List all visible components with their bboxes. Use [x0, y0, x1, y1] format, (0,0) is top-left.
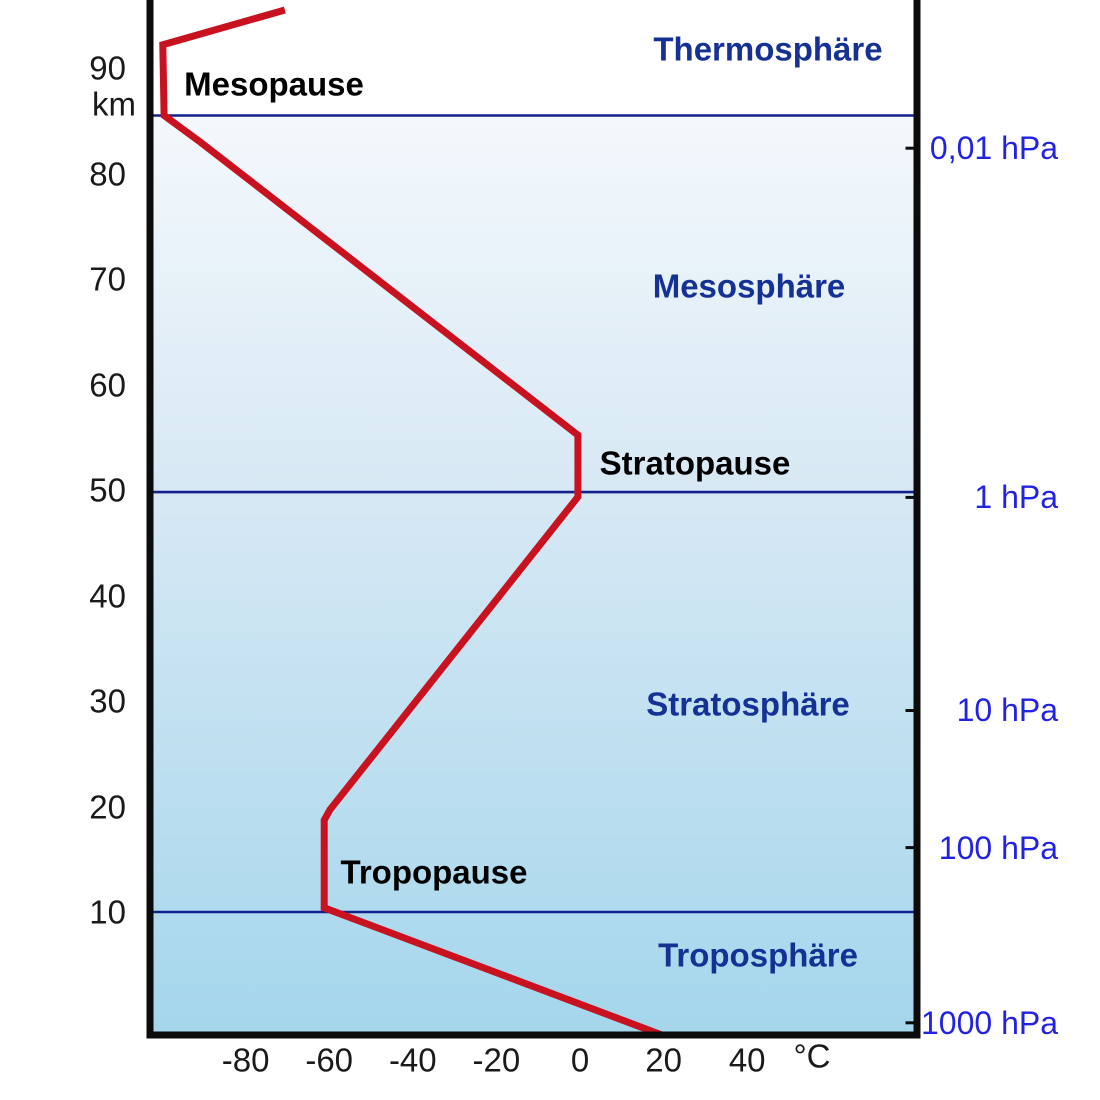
y-tick-label: 70 [89, 260, 126, 298]
pressure-label: 10 hPa [956, 692, 1058, 729]
layer-label-stratosphere: Stratosphäre [646, 685, 850, 723]
x-tick-label: -40 [388, 1041, 437, 1079]
x-tick-label: -60 [305, 1041, 354, 1079]
y-tick-label: 50 [89, 471, 126, 509]
pressure-label: 1000 hPa [920, 1004, 1058, 1041]
y-tick-label: 80 [89, 155, 126, 192]
pause-label-stratopause: Stratopause [599, 444, 791, 482]
pressure-label: 1 hPa [974, 479, 1058, 516]
x-tick-label: 0 [570, 1041, 590, 1079]
y-axis-unit: km [92, 85, 136, 123]
layer-label-mesosphere: Mesosphäre [652, 267, 846, 305]
y-tick-label: 20 [89, 788, 126, 825]
layer-label-troposphere: Troposphäre [658, 936, 858, 974]
y-tick-label: 30 [89, 682, 126, 720]
layer-label-thermosphere: Thermosphäre [653, 30, 883, 68]
pause-label-mesopause: Mesopause [184, 65, 364, 103]
y-tick-label: 10 [89, 893, 126, 931]
y-tick-label: 90 [89, 49, 126, 87]
x-tick-label: 40 [728, 1041, 766, 1079]
x-tick-label: -20 [472, 1041, 521, 1079]
x-tick-label: -80 [221, 1041, 270, 1079]
pause-label-tropopause: Tropopause [340, 853, 528, 891]
y-tick-label: 60 [89, 366, 126, 403]
pressure-label: 100 hPa [938, 829, 1058, 866]
pressure-label: 0,01 hPa [929, 130, 1058, 167]
x-axis-unit: °C [793, 1037, 831, 1075]
x-tick-label: 20 [645, 1041, 682, 1079]
y-tick-label: 40 [89, 577, 126, 614]
